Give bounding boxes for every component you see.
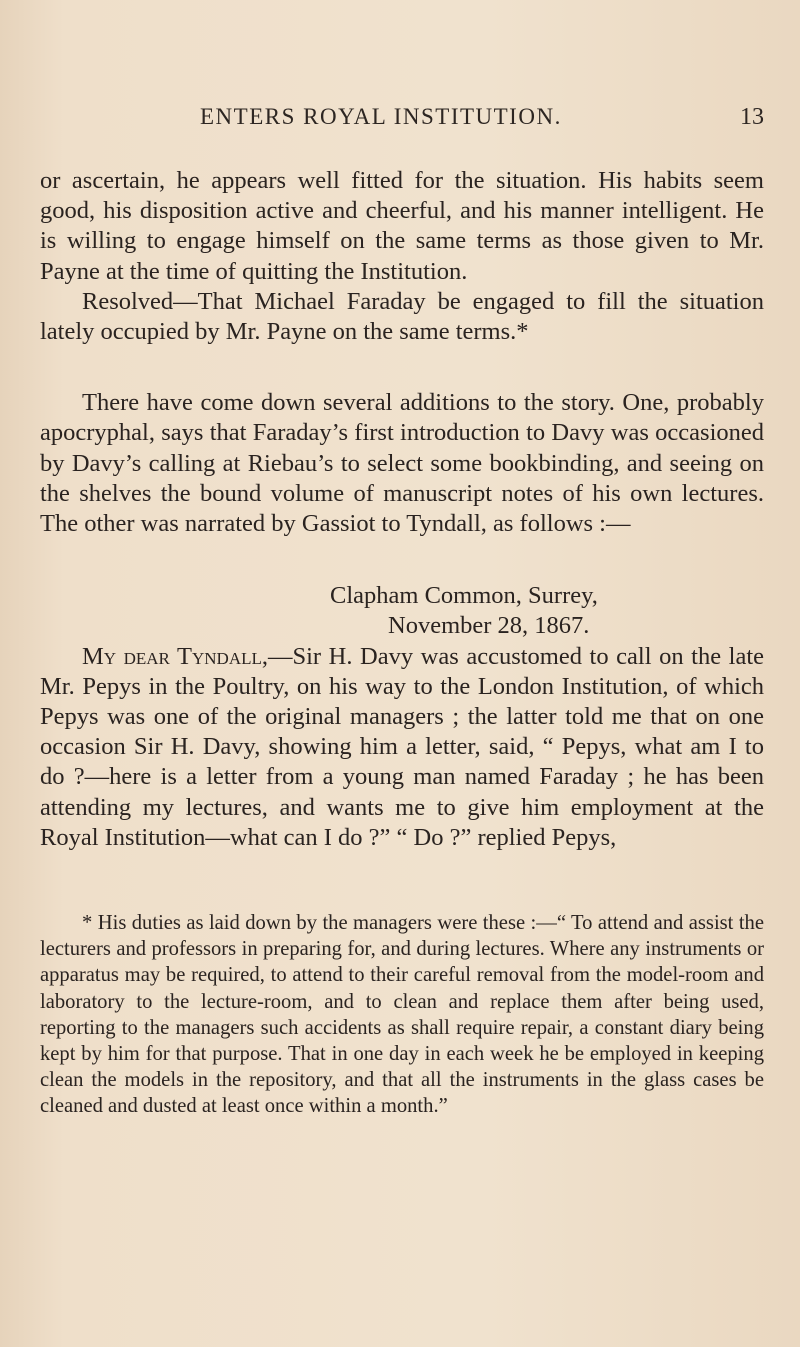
paragraph-continuation: or ascertain, he appears well fitted for the situation. His habits seem good, his disposition active and cheerful, and his manner intelligent. He is willing to engage himself on the same terms as those given to Mr. Payne at the time of quitting the Institution. bbox=[40, 167, 764, 285]
page-number: 13 bbox=[740, 104, 764, 130]
body-text bbox=[40, 166, 764, 853]
paragraph-resolution: Resolved—That Michael Faraday be engaged to fill the situation lately occupied by Mr. Payne on the same terms.* bbox=[40, 287, 764, 346]
footnote bbox=[40, 910, 764, 1120]
running-title: ENTERS ROYAL INSTITUTION. bbox=[200, 104, 562, 129]
paragraph-additions: There have come down several additions to the story. One, probably apocryphal, says that Faraday’s first introduction to Davy was occasioned by Davy’s calling at Riebau’s to select some bookbinding, and seeing on the shelves the bound volume of manuscript notes of his own lectures. The other was narrated by Gassiot to Tyndall, as follows :— bbox=[40, 389, 764, 538]
letter-salutation: My dear Tyndall, bbox=[82, 642, 268, 670]
letter-body bbox=[40, 642, 764, 853]
footnote-text: * His duties as laid down by the managers were these :—“ To attend and assist the lecturers and professors in preparing for, and during lectures. Where any instruments or apparatus may be required, to attend to their careful removal from the model-room and laboratory to the lecture-room, and to clean and replace them after being used, reporting to the managers such accidents as shall require repair, a constant diary being kept by him for that purpose. That in one day in each week he be employed in keeping clean the models in the repository, and that all the instruments in the glass cases be cleaned and dusted at least once within a month.” bbox=[40, 912, 764, 1118]
running-head bbox=[200, 104, 764, 134]
letter-text: —Sir H. Davy was accustomed to call on the late Mr. Pepys in the Poultry, on his way to the London Institution, of which Pepys was one of the original managers ; the latter told me that on one occasion Sir H. Davy, showing him a letter, said, “ Pepys, what am I to do ?—here is a letter from a young man named Faraday ; he has been attending my lectures, and wants me to give him employment at the Royal Institution—what can I do ?” “ Do ?” replied Pepys, bbox=[40, 642, 764, 851]
letter-date: November 28, 1867. bbox=[388, 612, 590, 640]
letter-place: Clapham Common, Surrey, bbox=[330, 582, 598, 610]
